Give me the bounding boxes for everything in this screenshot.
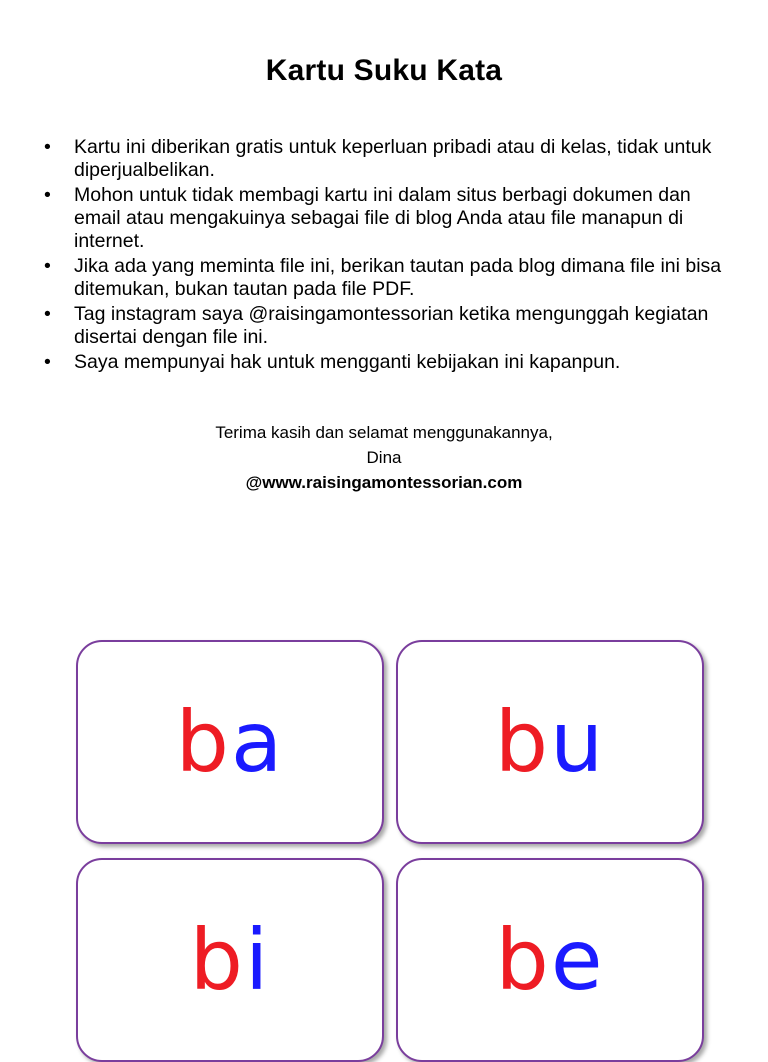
consonant-letter: b (495, 911, 551, 1009)
terms-list (44, 136, 734, 376)
term-text: Kartu ini diberikan gratis untuk keperluan pribadi atau di kelas, tidak untuk diperjualbelikan. (74, 136, 712, 181)
vowel-letter: u (550, 693, 606, 791)
list-item (44, 303, 734, 349)
list-item (44, 136, 734, 182)
website-link[interactable]: @www.raisingamontessorian.com (245, 473, 523, 492)
thanks-block (0, 420, 768, 495)
syllable-card-bu (396, 640, 704, 844)
bullet-icon: • (44, 184, 51, 206)
vowel-letter: a (230, 693, 285, 791)
vowel-letter: i (244, 911, 271, 1009)
thanks-line: Terima kasih dan selamat menggunakannya, (215, 423, 553, 442)
term-text: Jika ada yang meminta file ini, berikan tautan pada blog dimana file ini bisa ditemukan, bukan tautan pada file PDF. (74, 255, 722, 300)
syllable-word (78, 693, 382, 791)
author-name: Dina (366, 448, 402, 467)
list-item (44, 184, 734, 253)
page-title: Kartu Suku Kata (265, 54, 503, 87)
syllable-word (398, 693, 702, 791)
consonant-letter: b (189, 911, 245, 1009)
syllable-word (78, 911, 382, 1009)
syllable-word (398, 911, 702, 1009)
syllable-card-bi (76, 858, 384, 1062)
bullet-icon: • (44, 351, 51, 373)
consonant-letter: b (175, 693, 231, 791)
consonant-letter: b (494, 693, 551, 791)
vowel-letter: e (550, 911, 605, 1009)
list-item (44, 255, 734, 301)
list-item (44, 351, 734, 374)
syllable-card-be (396, 858, 704, 1062)
bullet-icon: • (44, 255, 51, 277)
term-text: Saya mempunyai hak untuk mengganti kebijakan ini kapanpun. (74, 351, 621, 373)
syllable-card-ba (76, 640, 384, 844)
bullet-icon: • (44, 136, 51, 158)
term-text: Tag instagram saya @raisingamontessorian ketika mengunggah kegiatan disertai dengan file ini. (74, 303, 709, 348)
term-text: Mohon untuk tidak membagi kartu ini dalam situs berbagi dokumen dan email atau mengakuinya sebagai file di blog Anda atau file manapun di internet. (74, 184, 691, 252)
bullet-icon: • (44, 303, 51, 325)
